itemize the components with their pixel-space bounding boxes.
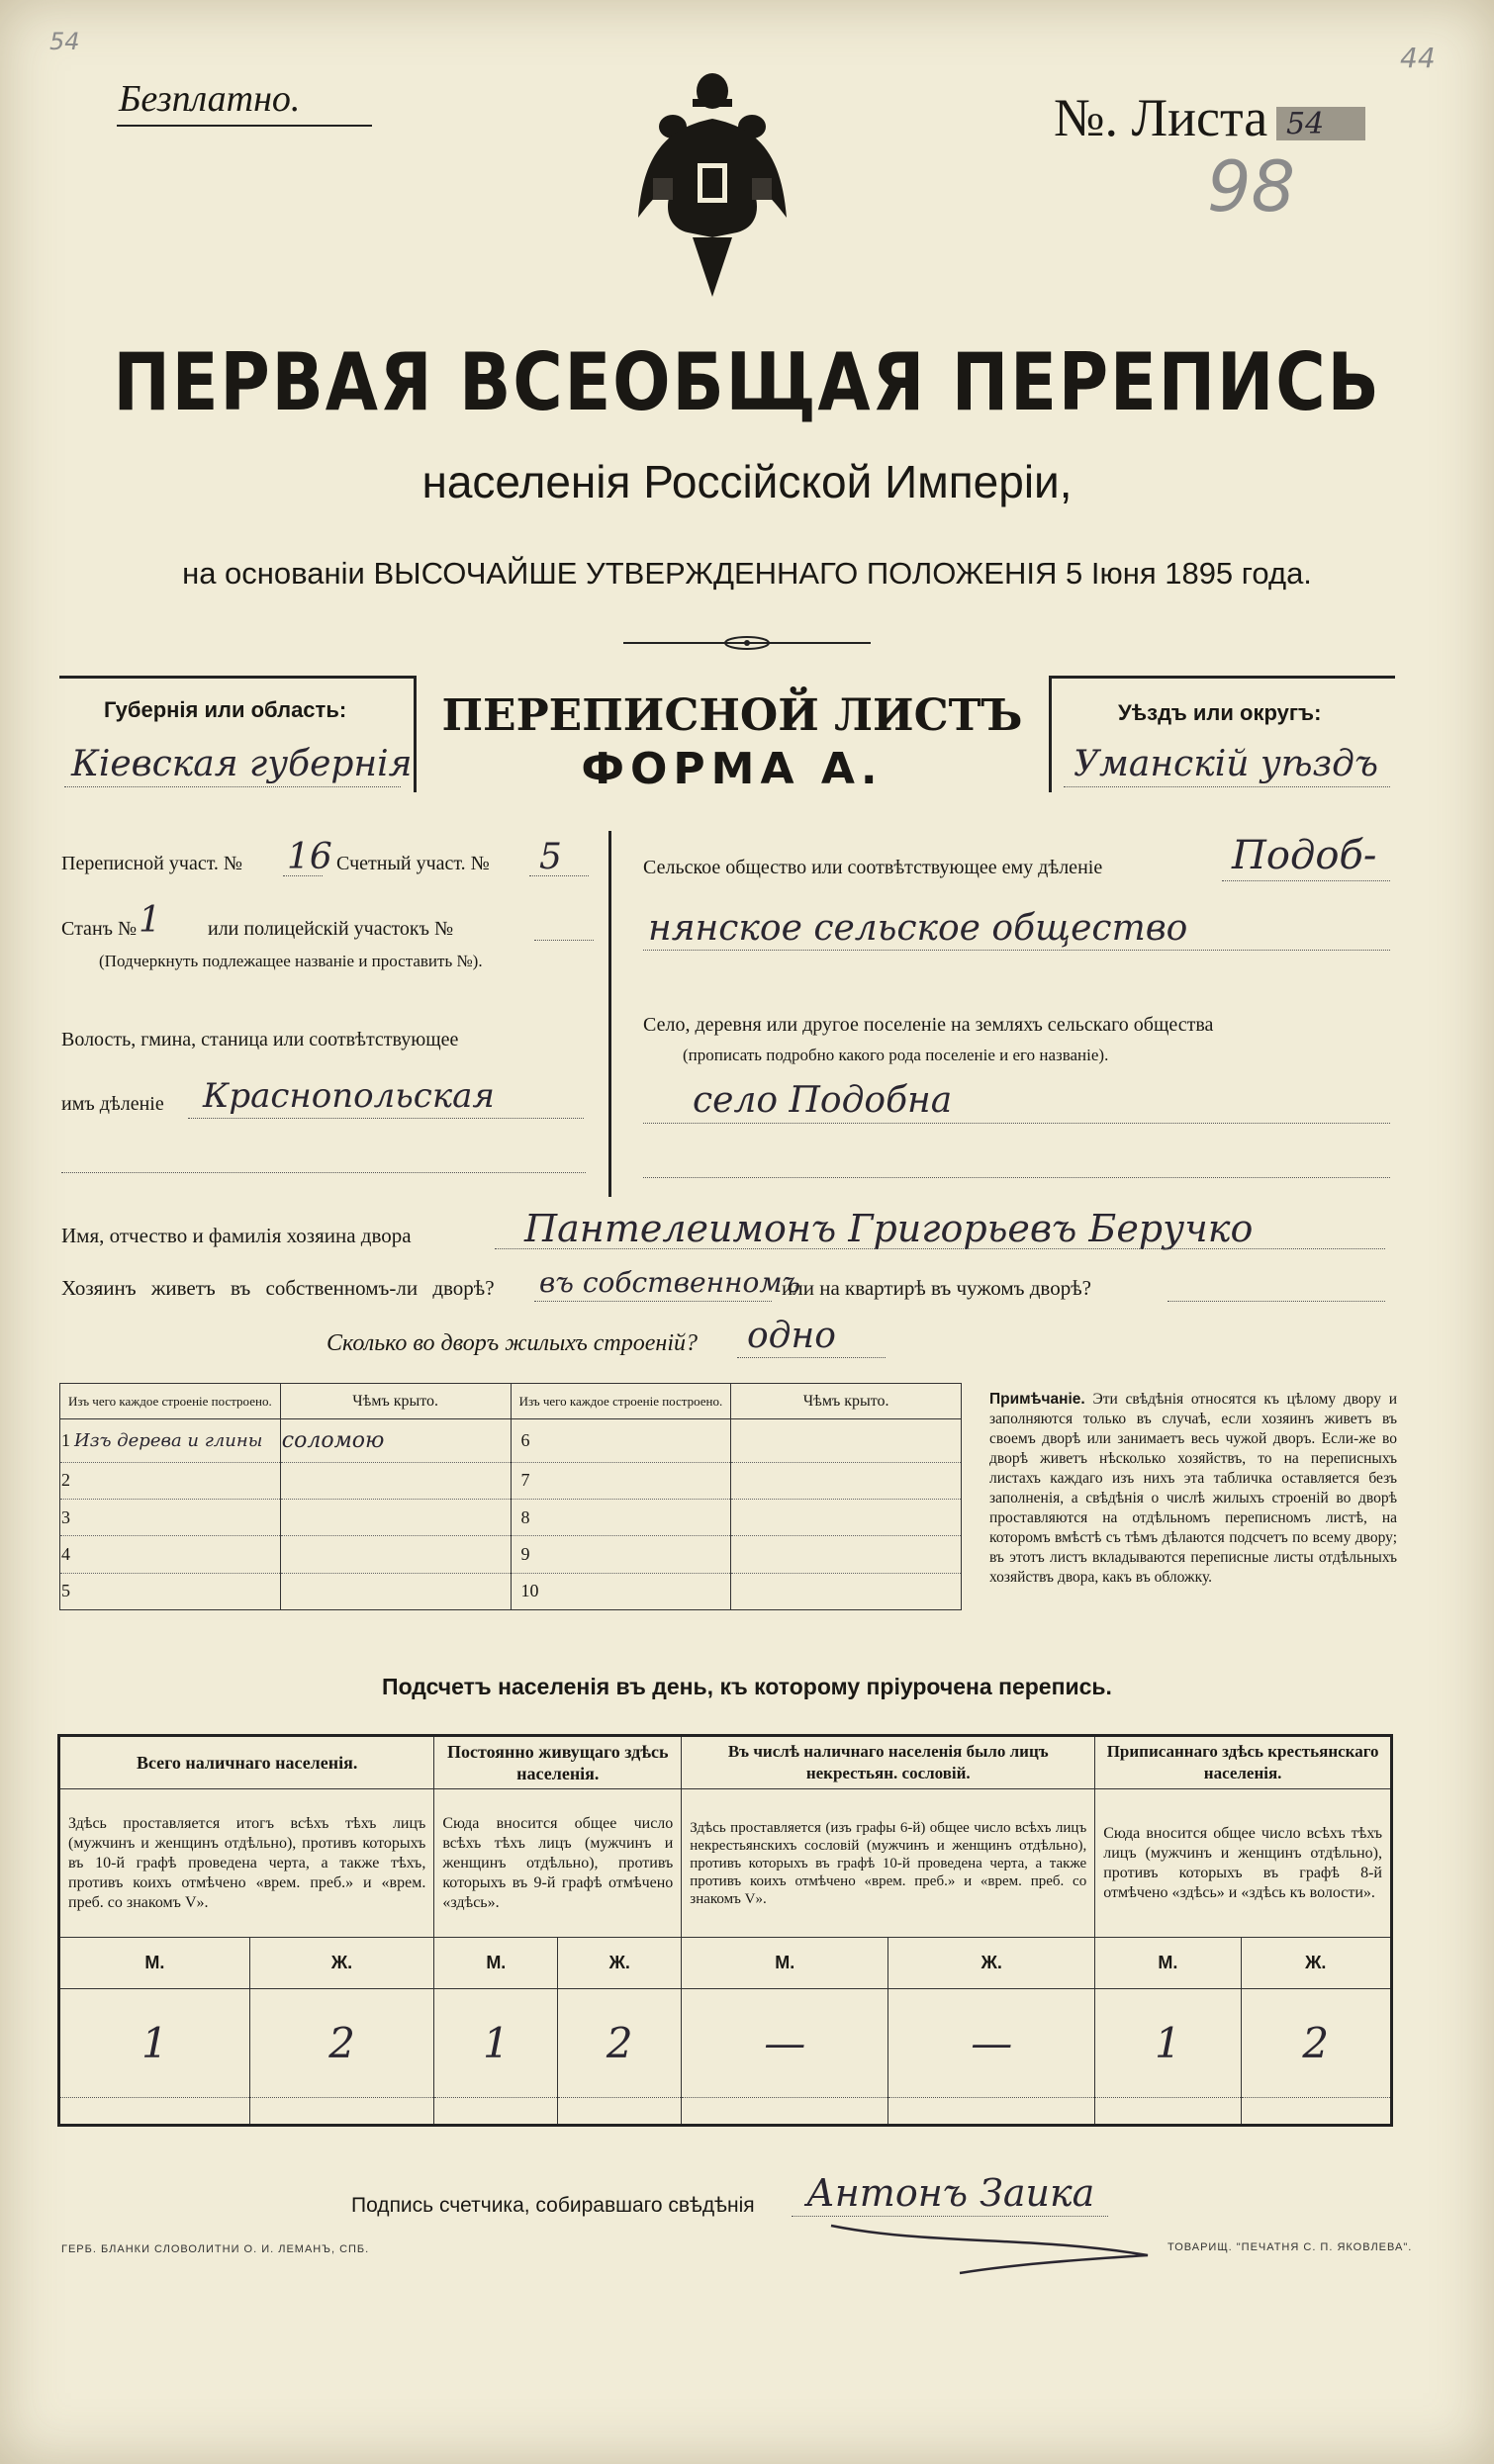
table-row xyxy=(60,1462,962,1499)
gubernia-box-top xyxy=(59,676,416,679)
uezd-box-left xyxy=(1049,676,1052,792)
row-number: 9 xyxy=(520,1543,530,1564)
sheet-number-stamp xyxy=(1276,107,1365,140)
printer-left: ГЕРБ. БЛАНКИ СЛОВОЛИТНИ О. И. ЛЕМАНЪ, СПБ. xyxy=(61,2243,370,2255)
schetny-underline xyxy=(529,875,589,876)
perepisnoy-underline xyxy=(283,875,323,876)
tally-col-3-m: — xyxy=(682,1989,888,2098)
volost-label: Волость, гмина, станица или соотвѣтствующее xyxy=(61,1029,459,1050)
tally-col-2-m: 1 xyxy=(434,1989,558,2098)
owner-lives-rest: или на квартирѣ въ чужомъ дворѣ? xyxy=(782,1276,1091,1300)
gubernia-label: Губернія или область: xyxy=(104,697,347,722)
tally-col-4-f: 2 xyxy=(1241,1989,1391,2098)
tally-f-label: Ж. xyxy=(558,1938,682,1989)
tally-title: Подсчетъ населенія въ день, къ которому пріурочена перепись. xyxy=(382,1674,1112,1699)
tally-col-3-f: — xyxy=(888,1989,1095,2098)
stan-value: 1 xyxy=(139,900,161,941)
tally-col-3-header: Въ числѣ наличнаго населенія было лицъ некрестьян. сословій. xyxy=(682,1736,1095,1789)
village-label: Село, деревня или другое поселеніе на земляхъ сельскаго общества xyxy=(643,1014,1214,1036)
society-underline-2 xyxy=(643,950,1390,951)
free-label: Безплатно. xyxy=(119,78,301,120)
stan-rest: или полицейскій участокъ № xyxy=(208,918,454,940)
owner-name-value: Пантелеимонъ Григорьевъ Беручко xyxy=(524,1207,1254,1250)
owner-name-underline xyxy=(495,1248,1385,1249)
tally-m-label: М. xyxy=(59,1938,250,1989)
volost-underline-2 xyxy=(61,1172,586,1173)
col-material-left: Изъ чего каждое строеніе построено. xyxy=(60,1384,281,1419)
col-material-right: Изъ чего каждое строеніе построено. xyxy=(511,1384,731,1419)
volost-value: Краснопольская xyxy=(203,1076,495,1116)
table-row xyxy=(60,1536,962,1573)
uezd-box-top xyxy=(1049,676,1395,679)
form-name: ПЕРЕПИСНОЙ ЛИСТЪ xyxy=(441,690,1023,741)
printer-right: ТОВАРИЩ. "ПЕЧАТНЯ С. П. ЯКОВЛЕВА". xyxy=(1167,2241,1413,2253)
village-value: село Подобна xyxy=(693,1080,953,1121)
tally-f-label: Ж. xyxy=(1241,1938,1391,1989)
free-label-underline xyxy=(117,125,372,127)
society-value-1: Подоб- xyxy=(1232,833,1377,878)
row-number: 10 xyxy=(520,1581,539,1601)
uezd-underline xyxy=(1064,786,1390,787)
signature-value: Антонъ Заика xyxy=(806,2171,1095,2215)
sheet-number-value: 54 xyxy=(1286,107,1325,141)
village-underline xyxy=(643,1123,1390,1124)
schetny-label: Счетный участ. № xyxy=(336,853,490,874)
tally-col-1-desc: Здѣсь проставляется итогъ всѣхъ тѣхъ лицъ (мужчинъ и женщинъ отдѣльно), противъ которыхъ въ 10-й графѣ проведена черта, а также тѣхъ, противъ коихъ отмѣчено «врем. преб.» и «врем. преб. со знакомъ V». xyxy=(59,1789,434,1938)
row-number: 1 xyxy=(61,1429,70,1450)
stan-label: Станъ № xyxy=(61,918,138,940)
row-material: Изъ дерева и глины xyxy=(74,1429,263,1451)
table-row xyxy=(60,1573,962,1609)
tally-m-label: М. xyxy=(1095,1938,1241,1989)
village-underline-2 xyxy=(643,1177,1390,1178)
signature-label: Подпись счетчика, собиравшаго свѣдѣнія xyxy=(351,2194,755,2217)
volost-underline xyxy=(188,1118,584,1119)
row-number: 7 xyxy=(520,1470,530,1491)
buildings-underline xyxy=(737,1357,886,1358)
stan-note: (Подчеркнуть подлежащее названіе и проставить №). xyxy=(99,952,483,970)
tally-m-label: М. xyxy=(434,1938,558,1989)
schetny-value: 5 xyxy=(539,837,562,877)
tally-f-label: Ж. xyxy=(249,1938,434,1989)
corner-pencil-right: 44 xyxy=(1400,42,1436,74)
note-text: Эти свѣдѣнія относятся къ цѣлому двору и заполняются только въ случаѣ, если хозяинъ живетъ въ своемъ дворѣ или занимаетъ весь чужой дворъ. Если-же во дворѣ живетъ нѣсколько хозяйствъ, то на переписныхъ листахъ каждаго изъ нихъ эта табличка оставляется безъ заполненія, а свѣдѣнія о числѣ жилыхъ строеній во дворѣ проставляются на отдѣльномъ переписномъ листѣ, на которомъ вмѣстѣ съ тѣмъ дѣлаются подсчетъ по всему двору; въ этотъ листъ вкладываются переписные листы отдѣльныхъ хозяйствъ двора, какъ въ обложку. xyxy=(989,1391,1398,1586)
tally-col-2-desc: Сюда вносится общее число всѣхъ тѣхъ лицъ (мужчинъ и женщинъ отдѣльно), противъ которыхъ въ 9-й графѣ отмѣчено «здѣсь». xyxy=(434,1789,682,1938)
tally-col-1-f: 2 xyxy=(249,1989,434,2098)
stan-underline xyxy=(534,940,594,941)
society-label: Сельское общество или соотвѣтствующее ему дѣленіе xyxy=(643,857,1103,878)
subtitle: населенія Россійской Имперіи, xyxy=(421,456,1073,507)
col-roof-right: Чѣмъ крыто. xyxy=(731,1384,962,1419)
row-number: 5 xyxy=(61,1581,70,1601)
owner-lives-underline xyxy=(534,1301,772,1302)
tally-col-4-desc: Сюда вносится общее число всѣхъ тѣхъ лицъ (мужчинъ и женщинъ отдѣльно), противъ которыхъ въ графѣ 8-й отмѣчено «здѣсь» и «здѣсь къ волости». xyxy=(1095,1789,1392,1938)
row-roof: соломою xyxy=(281,1427,385,1453)
uezd-value: Уманскій уѣздъ xyxy=(1074,744,1378,784)
owner-lives-label: Хозяинъ живетъ въ собственномъ-ли дворѣ? xyxy=(61,1276,495,1300)
volost-label-2: имъ дѣленіе xyxy=(61,1093,164,1115)
row-number: 4 xyxy=(61,1543,70,1564)
corner-pencil-left: 54 xyxy=(49,28,80,55)
society-value-2: нянское сельское общество xyxy=(648,908,1188,949)
village-note: (прописать подробно какого рода поселеніе и его названіе). xyxy=(683,1046,1109,1064)
note-block xyxy=(989,1390,1397,1588)
row-number: 2 xyxy=(61,1470,70,1491)
sheet-number-label: №. Листа xyxy=(1054,88,1268,147)
tally-f-label: Ж. xyxy=(888,1938,1095,1989)
col-roof-left: Чѣмъ крыто. xyxy=(280,1384,511,1419)
perepisnoy-value: 16 xyxy=(287,837,332,877)
tally-col-1-m: 1 xyxy=(59,1989,250,2098)
district-divider xyxy=(608,831,611,1197)
ornament-divider xyxy=(623,633,871,653)
table-row xyxy=(60,1419,962,1463)
buildings-label: Сколько во дворъ жилыхъ строеній? xyxy=(327,1330,698,1356)
table-row xyxy=(60,1499,962,1535)
sheet-number-pencil: 98 xyxy=(1207,146,1296,228)
perepisnoy-label: Переписной участ. № xyxy=(61,853,243,874)
row-number: 3 xyxy=(61,1506,70,1527)
tally-col-4-header: Приписаннаго здѣсь крестьянскаго населенія. xyxy=(1095,1736,1392,1789)
form-label: ФОРМА А. xyxy=(581,744,884,794)
society-underline-1 xyxy=(1222,880,1390,881)
gubernia-underline xyxy=(64,786,401,787)
row-number: 6 xyxy=(520,1429,530,1450)
uezd-label: Уѣздъ или округъ: xyxy=(1118,700,1322,725)
gubernia-box-right xyxy=(414,676,417,792)
basis-line: на основаніи ВЫСОЧАЙШЕ УТВЕРЖДЕННАГО ПОЛОЖЕНІЯ 5 Іюня 1895 года. xyxy=(182,556,1312,591)
owner-lives-underline-2 xyxy=(1167,1301,1385,1302)
note-label: Примѣчаніе. xyxy=(989,1391,1085,1408)
tally-table xyxy=(57,1734,1393,2127)
tally-col-1-header: Всего наличнаго населенія. xyxy=(59,1736,434,1789)
row-number: 8 xyxy=(520,1506,530,1527)
gubernia-value: Кіевская губернія xyxy=(71,744,413,784)
tally-col-4-m: 1 xyxy=(1095,1989,1241,2098)
tally-col-2-f: 2 xyxy=(558,1989,682,2098)
double-headed-eagle-icon xyxy=(633,69,792,307)
tally-col-2-header: Постоянно живущаго здѣсь населенія. xyxy=(434,1736,682,1789)
owner-lives-value: въ собственномъ xyxy=(539,1266,801,1299)
signature-flourish xyxy=(811,2216,1167,2275)
tally-col-3-desc: Здѣсь проставляется (изъ графы 6-й) общее число всѣхъ лицъ некрестьянскихъ сословій (мужчинъ и женщинъ отдѣльно), противъ которыхъ въ графѣ 10-й проведена черта, а также противъ коихъ отмѣчено «врем. преб.» и «врем. преб. со знакомъ V». xyxy=(682,1789,1095,1938)
owner-name-label: Имя, отчество и фамилія хозяина двора xyxy=(61,1224,412,1247)
tally-m-label: М. xyxy=(682,1938,888,1989)
buildings-table xyxy=(59,1383,962,1610)
main-title: ПЕРВАЯ ВСЕОБЩАЯ ПЕРЕПИСЬ xyxy=(113,336,1381,428)
buildings-value: одно xyxy=(747,1316,836,1356)
